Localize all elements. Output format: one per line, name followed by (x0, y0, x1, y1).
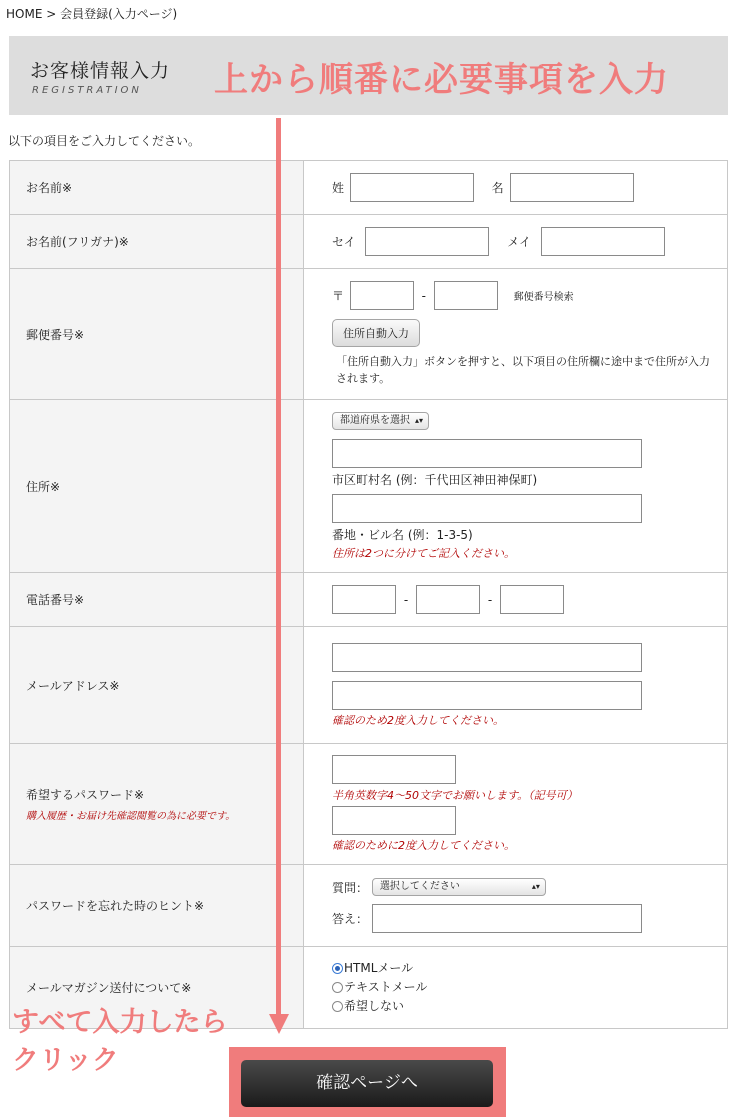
confirm-page-button[interactable]: 確認ページへ (241, 1060, 493, 1107)
email-confirm-input[interactable] (332, 681, 642, 710)
postal-note: 「住所自動入力」ボタンを押すと、以下項目の住所欄に途中まで住所が入力されます。 (336, 355, 710, 385)
name-label: お名前※ (10, 161, 304, 215)
first-name-input[interactable] (510, 173, 634, 202)
radio-checked-icon[interactable] (332, 963, 343, 974)
radio-label-none: 希望しない (344, 999, 405, 1013)
form-row-password (10, 744, 728, 865)
first-name-label: 名 (491, 181, 504, 195)
prefecture-select[interactable] (332, 412, 429, 430)
page-title: お客様情報入力 (30, 60, 171, 82)
kana-cell (304, 215, 728, 269)
street-input[interactable] (332, 494, 642, 523)
password-label-cell (10, 744, 304, 865)
password-input[interactable] (332, 755, 456, 784)
email-cell (304, 627, 728, 744)
kana-label: お名前(フリガナ)※ (10, 215, 304, 269)
password-hint: 半角英数字4～50文字でお願いします。（記号可） (332, 789, 578, 802)
instruction-annotation: 上から順番に必要事項を入力 (214, 60, 669, 100)
select-arrows-icon: ▴▾ (531, 882, 540, 891)
password-label-note: 購入履歴・お届け先確認閲覧の為に必要です。 (26, 811, 236, 822)
question-select[interactable] (372, 878, 546, 896)
email-label: メールアドレス※ (10, 627, 304, 744)
magazine-cell (304, 947, 728, 1029)
form-row-kana (10, 215, 728, 269)
city-input[interactable] (332, 439, 642, 468)
postal-code-first-input[interactable] (350, 281, 414, 310)
radio-option-html[interactable] (332, 959, 727, 978)
postal-code-second-input[interactable] (434, 281, 498, 310)
phone-second-input[interactable] (416, 585, 480, 614)
last-name-label: 姓 (332, 181, 345, 195)
password-label: 希望するパスワード※ (26, 788, 145, 802)
registration-header (9, 36, 728, 115)
form-row-email (10, 627, 728, 744)
postal-separator: - (421, 288, 427, 303)
page-subtitle: REGISTRATION (32, 85, 142, 96)
postal-search-link[interactable]: 郵便番号検索 (513, 292, 574, 303)
annotation-arrow-line (276, 118, 281, 1018)
city-hint: 市区町村名 (例：千代田区神田神保町) (332, 472, 538, 487)
prefecture-select-value: 都道府県を選択 (340, 414, 410, 426)
postal-label: 郵便番号※ (10, 269, 304, 400)
select-arrows-icon: ▴▾ (414, 415, 423, 425)
phone-first-input[interactable] (332, 585, 396, 614)
answer-label: 答え： (332, 912, 369, 926)
form-row-postal (10, 269, 728, 400)
question-label: 質問： (332, 880, 369, 895)
click-annotation (12, 1004, 227, 1080)
postal-cell (304, 269, 728, 400)
phone-separator-2: - (487, 592, 493, 607)
radio-label-html: HTMLメール (344, 961, 414, 975)
form-row-name (10, 161, 728, 215)
radio-label-text: テキストメール (344, 980, 428, 994)
answer-input[interactable] (372, 904, 642, 933)
address-note: 住所は2つに分けてご記入ください。 (332, 546, 515, 560)
radio-option-none[interactable] (332, 997, 727, 1016)
click-annotation-line1: すべて入力したら (12, 1007, 228, 1038)
form-row-phone (10, 573, 728, 627)
first-kana-label: メイ (507, 235, 532, 249)
breadcrumb: HOME > 会員登録(入力ページ) (6, 7, 178, 21)
address-autofill-button[interactable]: 住所自動入力 (332, 319, 420, 347)
radio-icon[interactable] (332, 982, 343, 993)
password-cell (304, 744, 728, 865)
form-row-hint (10, 865, 728, 947)
address-cell (304, 400, 728, 573)
hint-cell (304, 865, 728, 947)
first-kana-input[interactable] (541, 227, 665, 256)
password-confirm-note: 確認のために2度入力してください。 (332, 839, 515, 852)
form-row-address (10, 400, 728, 573)
phone-separator-1: - (403, 592, 409, 607)
intro-text: 以下の項目をご入力してください。 (8, 134, 201, 148)
name-cell (304, 161, 728, 215)
last-kana-label: セイ (332, 235, 356, 249)
last-name-input[interactable] (350, 173, 474, 202)
question-select-value: 選択してください (379, 881, 460, 892)
hint-label: パスワードを忘れた時のヒント※ (10, 865, 304, 947)
magazine-label: メールマガジン送付について※ (10, 947, 304, 1029)
annotation-arrow-down-icon (269, 1014, 289, 1034)
password-confirm-input[interactable] (332, 806, 456, 835)
click-annotation-line2: クリック (12, 1045, 119, 1076)
email-note: 確認のため2度入力してください。 (332, 713, 504, 727)
submit-highlight-frame (229, 1047, 506, 1117)
street-hint: 番地・ビル名 (例：1-3-5) (332, 527, 473, 542)
last-kana-input[interactable] (365, 227, 489, 256)
radio-icon[interactable] (332, 1001, 343, 1012)
phone-third-input[interactable] (500, 585, 564, 614)
registration-form (9, 160, 728, 1029)
radio-option-text[interactable] (332, 978, 727, 997)
email-input[interactable] (332, 643, 642, 672)
phone-label: 電話番号※ (10, 573, 304, 627)
phone-cell (304, 573, 728, 627)
postal-mark: 〒 (332, 289, 345, 303)
address-label: 住所※ (10, 400, 304, 573)
